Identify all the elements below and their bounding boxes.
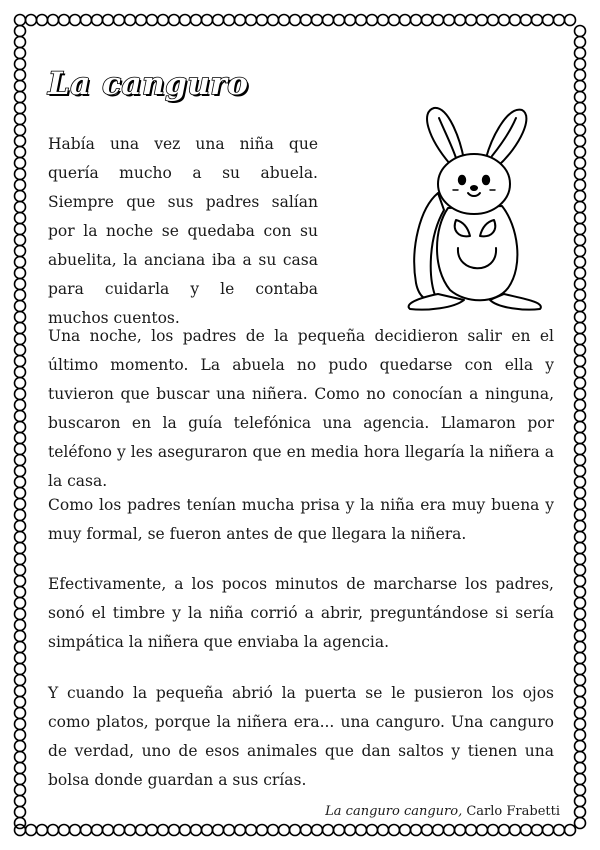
kangaroo-icon — [398, 98, 550, 312]
page-title: La canguro — [48, 66, 249, 102]
paragraph-1: Había una vez una niña que quería mucho a su abuela. Siempre que sus padres salían por la noche se quedaba con su abuelita, la anciana iba a su casa para cuidarla y le contaba muchos cuentos. — [48, 135, 318, 327]
source-book: La canguro canguro, — [325, 804, 463, 819]
source-author: Carlo Frabetti — [466, 804, 560, 819]
paragraph-2: Una noche, los padres de la pequeña decidieron salir en el último momento. La abuela no pudo quedarse con ella y tuvieron que buscar una niñera. Como no conocían a ninguna, buscaron en la guía telefónica una agencia. Llamaron por teléfono y les aseguraron que en media hora llegaría la niñera a la casa. — [48, 327, 554, 490]
paragraph-4: Efectivamente, a los pocos minutos de marcharse los padres, sonó el timbre y la niña corrió a abrir, preguntándose si sería simpática la niñera que enviaba la agencia. — [48, 575, 554, 651]
paragraph-3: Como los padres tenían mucha prisa y la niña era muy buena y muy formal, se fueron antes de que llegara la niñera. — [48, 496, 554, 543]
paragraph-5: Y cuando la pequeña abrió la puerta se le pusieron los ojos como platos, porque la niñera era... una canguro. Una canguro de verdad, uno de esos animales que dan saltos y tienen una bolsa donde guardan a sus crías. — [48, 684, 554, 789]
source-citation — [325, 804, 560, 819]
